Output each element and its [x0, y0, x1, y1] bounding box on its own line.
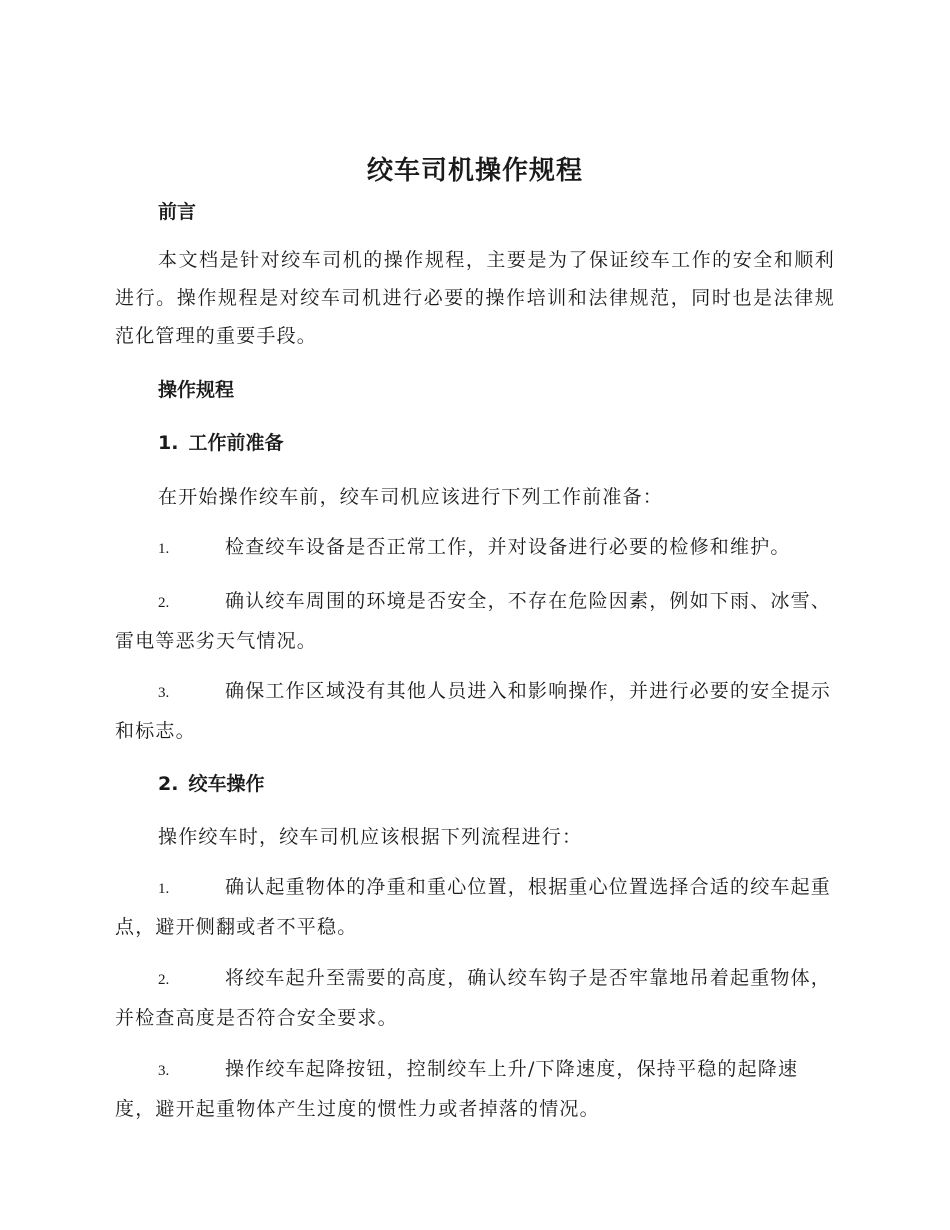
list-item-number: 2. [158, 595, 170, 611]
list-item-number: 1. [158, 881, 170, 897]
list-item [115, 959, 835, 1037]
list-item-text: 确保工作区域没有其他人员进入和影响操作，并进行必要的安全提示和标志。 [115, 680, 832, 742]
section-title: 绞车操作 [188, 773, 265, 795]
section-intro-1: 在开始操作绞车前，绞车司机应该进行下列工作前准备： [158, 486, 664, 508]
preface-heading: 前言 [158, 201, 197, 223]
list-item [115, 868, 835, 946]
procedures-heading: 操作规程 [158, 379, 235, 401]
section-heading-1 [158, 428, 283, 455]
section-title: 工作前准备 [188, 432, 284, 454]
list-item-number: 3. [158, 685, 170, 701]
section-number: 1. [158, 432, 179, 454]
list-item-number: 1. [158, 541, 170, 557]
page-title: 绞车司机操作规程 [366, 156, 583, 186]
section-number: 2. [158, 773, 179, 795]
preface-paragraph: 本文档是针对绞车司机的操作规程，主要是为了保证绞车工作的安全和顺利进行。操作规程是对绞车司机进行必要的操作培训和法律规范，同时也是法律规范化管理的重要手段。 [115, 249, 835, 347]
list-item [115, 582, 835, 660]
list-item-text: 将绞车起升至需要的高度，确认绞车钩子是否牢靠地吊着起重物体，并检查高度是否符合安全要求。 [115, 967, 832, 1029]
list-item [115, 1050, 835, 1128]
section-intro-2: 操作绞车时，绞车司机应该根据下列流程进行： [158, 826, 583, 848]
section-heading-2 [158, 769, 264, 796]
list-item-text: 检查绞车设备是否正常工作，并对设备进行必要的检修和维护。 [225, 536, 791, 558]
list-item [115, 528, 835, 568]
list-item-text: 操作绞车起降按钮，控制绞车上升/下降速度，保持平稳的起降速度，避开起重物体产生过度的惯性力或者掉落的情况。 [115, 1058, 799, 1120]
list-item-number: 2. [158, 972, 170, 988]
list-item-number: 3. [158, 1063, 170, 1079]
list-item-text: 确认绞车周围的环境是否安全，不存在危险因素，例如下雨、冰雪、雷电等恶劣天气情况。 [115, 590, 832, 652]
list-item-text: 确认起重物体的净重和重心位置，根据重心位置选择合适的绞车起重点，避开侧翻或者不平稳。 [115, 876, 832, 938]
list-item [115, 672, 835, 750]
